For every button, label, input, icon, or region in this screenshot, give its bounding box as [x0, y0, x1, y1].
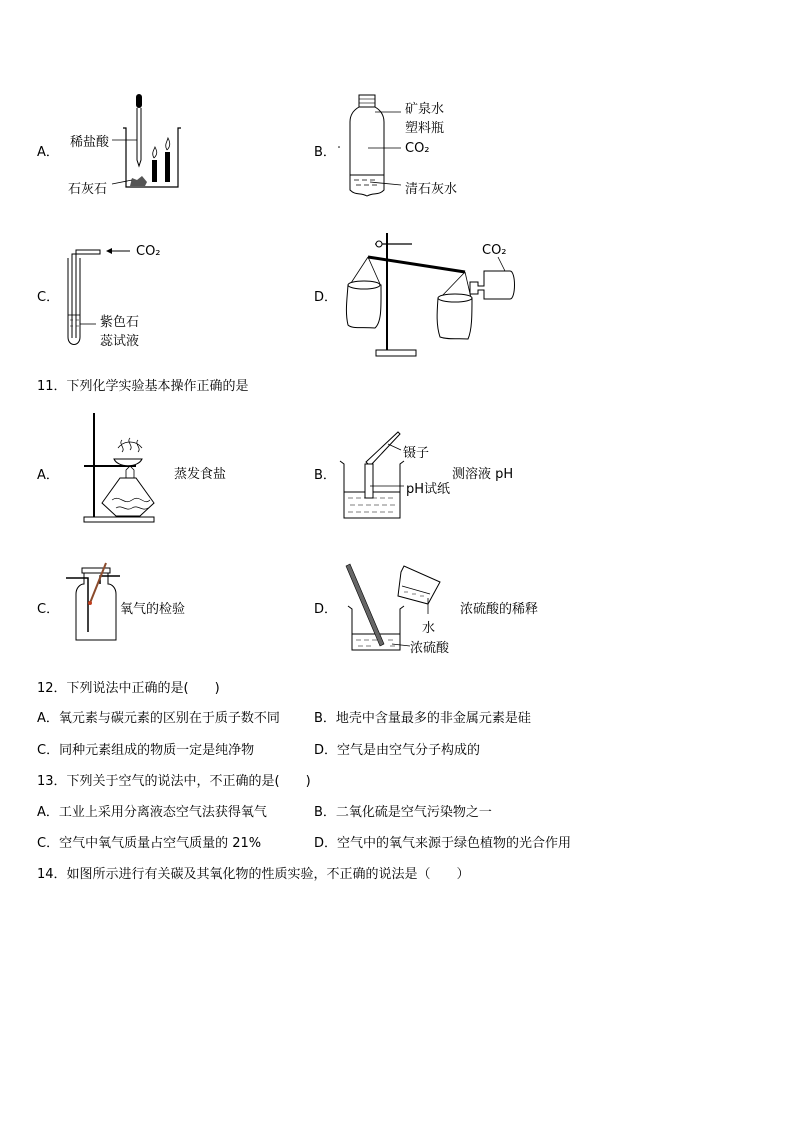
- co2-flask-label: CO₂: [482, 243, 507, 258]
- q10-option-c-letter[interactable]: C．: [37, 290, 60, 305]
- q13-option-a[interactable]: A．工业上采用分离液态空气法获得氧气: [37, 805, 267, 820]
- mineral-water-label: 矿泉水: [405, 102, 445, 117]
- q13-option-d[interactable]: D．空气中的氧气来源于绿色植物的光合作用: [314, 836, 572, 851]
- q10-option-d-letter[interactable]: D．: [314, 290, 338, 305]
- oxygen-test-label: 氧气的检验: [120, 602, 186, 617]
- q13-stem: 13．下列关于空气的说法中，不正确的是( ): [37, 774, 311, 789]
- q11-option-c-letter[interactable]: C．: [37, 602, 60, 617]
- q13-option-c[interactable]: C．空气中氧气质量占空气质量的 21%: [37, 836, 262, 851]
- q11-stem: 11．下列化学实验基本操作正确的是: [37, 379, 249, 394]
- q11-option-d-letter[interactable]: D．: [314, 602, 338, 617]
- q12-option-d[interactable]: D．空气是由空气分子构成的: [314, 743, 481, 758]
- q10-option-a-letter[interactable]: A．: [37, 145, 59, 160]
- plastic-bottle-label: 塑料瓶: [405, 121, 445, 136]
- ph-paper-label: pH试纸: [406, 482, 451, 497]
- co2-label: CO₂: [405, 141, 430, 156]
- dilute-hcl-label: 稀盐酸: [70, 135, 110, 150]
- q11-option-b-letter[interactable]: B．: [314, 468, 336, 483]
- conc-sulfuric-acid-label: 浓硫酸: [410, 641, 450, 656]
- limestone-label: 石灰石: [68, 182, 108, 197]
- q13-option-b[interactable]: B．二氧化硫是空气污染物之一: [314, 805, 492, 820]
- evaporate-salt-label: 蒸发食盐: [174, 467, 227, 482]
- tweezers-label: 镊子: [403, 446, 430, 461]
- measure-ph-label: 测溶液 pH: [452, 467, 514, 482]
- water-label: 水: [422, 621, 436, 636]
- q12-option-c[interactable]: C．同种元素组成的物质一定是纯净物: [37, 743, 255, 758]
- litmus-label-line2: 蕊试液: [100, 334, 140, 349]
- q11-option-a-letter[interactable]: A．: [37, 468, 59, 483]
- limewater-label: 清石灰水: [405, 182, 458, 197]
- q12-stem: 12．下列说法中正确的是( ): [37, 681, 220, 696]
- q12-option-a[interactable]: A．氧元素与碳元素的区别在于质子数不同: [37, 711, 280, 726]
- q10-option-b-letter[interactable]: B．: [314, 145, 336, 160]
- litmus-label-line1: 紫色石: [100, 315, 140, 330]
- q14-stem: 14．如图所示进行有关碳及其氧化物的性质实验，不正确的说法是（ ）: [37, 867, 470, 882]
- q12-option-b[interactable]: B．地壳中含量最多的非金属元素是硅: [314, 711, 531, 726]
- co2-inlet-label: CO₂: [136, 244, 161, 259]
- acid-dilution-label: 浓硫酸的稀释: [460, 602, 539, 617]
